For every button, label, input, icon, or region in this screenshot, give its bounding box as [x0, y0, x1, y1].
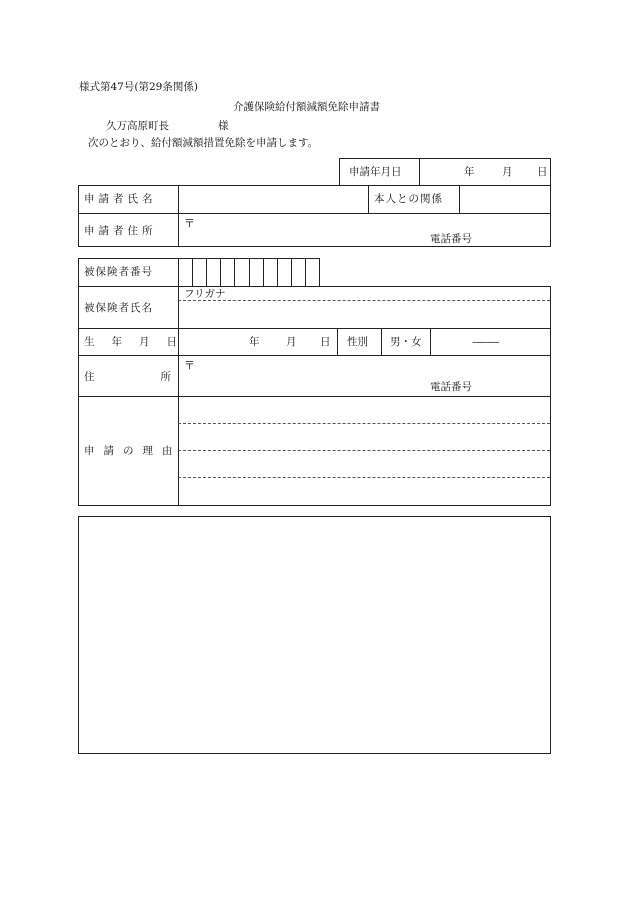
insured-number-digit-cell[interactable]: [277, 258, 291, 286]
applicant-address-field[interactable]: [180, 215, 549, 245]
birth-day[interactable]: 日: [320, 336, 331, 348]
furigana-field[interactable]: [230, 288, 548, 299]
applicant-postal-mark: 〒: [184, 217, 195, 230]
application-date-day[interactable]: 日: [537, 166, 548, 178]
reason-field[interactable]: [180, 398, 548, 503]
sex-label: 性別: [347, 336, 368, 348]
insured-address-field[interactable]: [180, 357, 548, 395]
birth-month[interactable]: 月: [286, 336, 297, 348]
insured-name-label: 被保険者氏名: [84, 302, 153, 314]
intro-text: 次のとおり、給付額減額措置免除を申請します。: [88, 137, 319, 149]
reason-label: 申請の理由: [84, 445, 182, 457]
insured-number-digit-cell[interactable]: [192, 258, 206, 286]
sex-dash: ———: [472, 336, 498, 348]
insured-name-field[interactable]: [180, 302, 548, 326]
addressee: 久万高原町長: [106, 120, 169, 132]
insured-number-digit-cell[interactable]: [178, 258, 192, 286]
insured-address-label: 住所: [84, 371, 237, 383]
honorific: 様: [218, 120, 229, 132]
applicant-address-label: 申請者住所: [84, 225, 157, 237]
insured-number-digit-cell[interactable]: [206, 258, 220, 286]
relation-field[interactable]: [461, 187, 549, 211]
notes-box[interactable]: [78, 516, 551, 754]
applicant-name-field[interactable]: [180, 187, 366, 211]
insured-number-digit-cell[interactable]: [220, 258, 234, 286]
insured-number-label: 被保険者番号: [84, 266, 153, 278]
insured-number-digit-cell[interactable]: [305, 258, 319, 286]
application-date-year[interactable]: 年: [464, 166, 475, 178]
insured-number-cells-end: [319, 258, 320, 286]
birth-date-label: 生年月日: [84, 336, 194, 348]
application-date-month[interactable]: 月: [502, 166, 513, 178]
application-date-label: 申請年月日: [349, 166, 402, 178]
insured-number-digit-cell[interactable]: [249, 258, 263, 286]
sex-options[interactable]: 男・女: [390, 336, 422, 348]
form-number: 様式第47号(第29条関係): [79, 81, 198, 93]
form-title: 介護保険給付額減額免除申請書: [233, 101, 380, 113]
applicant-phone-label: 電話番号: [430, 233, 472, 245]
insured-postal-mark: 〒: [184, 359, 195, 372]
applicant-name-label: 申請者氏名: [84, 193, 157, 205]
insured-number-digit-cell[interactable]: [234, 258, 248, 286]
insured-number-digit-cell[interactable]: [263, 258, 277, 286]
insured-phone-label: 電話番号: [430, 381, 472, 393]
insured-number-digit-cell[interactable]: [291, 258, 305, 286]
birth-year[interactable]: 年: [249, 336, 260, 348]
furigana-label: フリガナ: [184, 288, 226, 300]
relation-label: 本人との関係: [374, 193, 443, 205]
